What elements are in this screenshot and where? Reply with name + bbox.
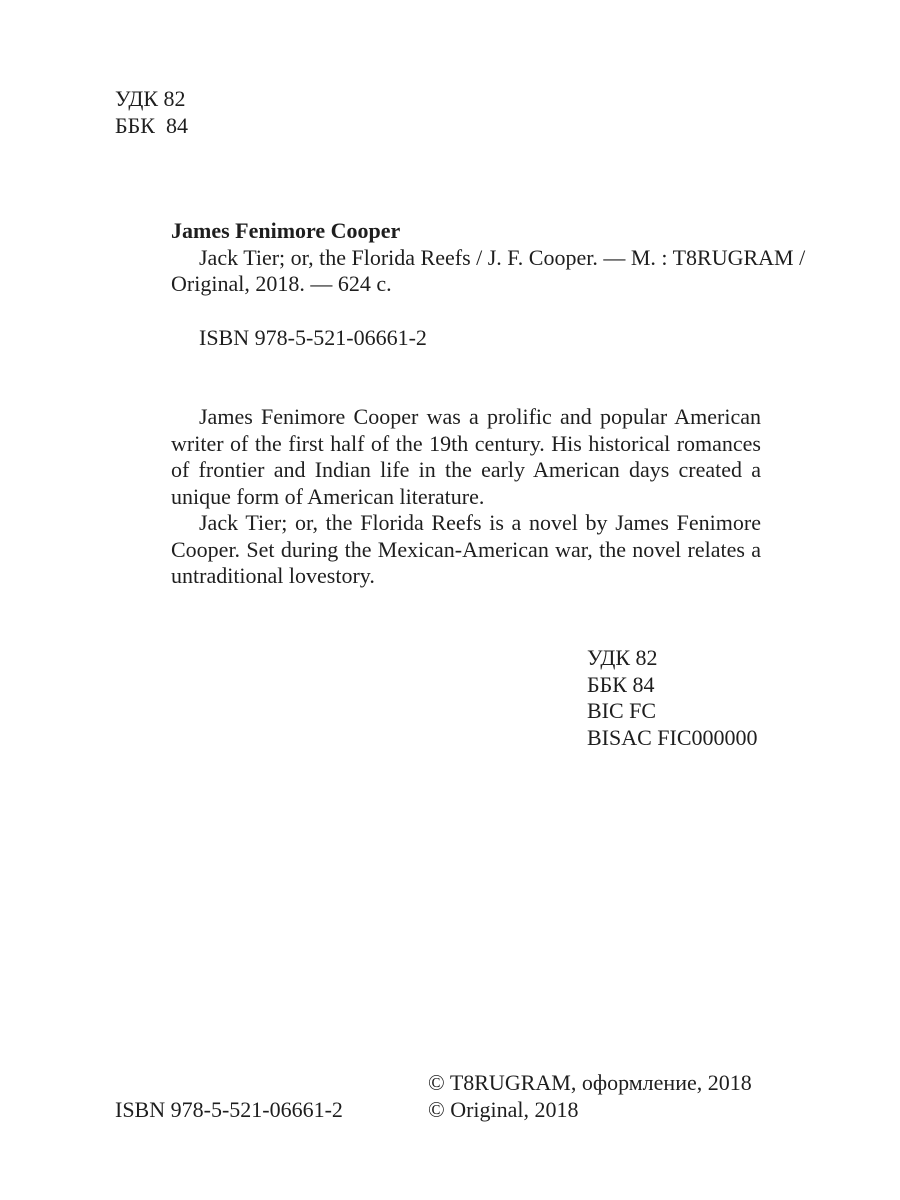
bisac-code: BISAC FIC000000	[587, 724, 758, 750]
copyright-original: © Original, 2018	[428, 1096, 579, 1122]
bibliographic-description-line-1: Jack Tier; or, the Florida Reefs / J. F. Cooper. — M. : T8RUGRAM /	[199, 244, 806, 270]
copyright-design: © T8RUGRAM, оформление, 2018	[428, 1070, 752, 1095]
book-annotation	[171, 404, 761, 590]
catalog-record	[171, 218, 806, 298]
classification-codes	[587, 645, 758, 751]
annotation-paragraph-2: Jack Tier; or, the Florida Reefs is a novel by James Fenimore Cooper. Set during the Mexican-American war, the novel relates a untraditional lovestory.	[171, 510, 761, 588]
top-classification-codes	[115, 86, 188, 139]
udk-code: УДК 82	[587, 645, 658, 670]
bibliographic-description-line-2: Original, 2018. — 624 c.	[171, 271, 392, 296]
top-bbk-code: ББК 84	[115, 112, 188, 138]
author-name: James Fenimore Cooper	[171, 218, 401, 243]
top-udk-code: УДК 82	[115, 86, 186, 111]
footer-isbn: ISBN 978-5-521-06661-2	[115, 1097, 343, 1122]
bbk-code: ББК 84	[587, 671, 655, 697]
annotation-paragraph-1: James Fenimore Cooper was a prolific and popular American writer of the first half of the 19th century. His historical romances of frontier and Indian life in the early American days created a unique form of American literature.	[171, 404, 761, 509]
copyright-notice	[428, 1070, 752, 1123]
catalog-isbn: ISBN 978-5-521-06661-2	[199, 325, 427, 350]
bic-code: BIC FC	[587, 698, 657, 723]
